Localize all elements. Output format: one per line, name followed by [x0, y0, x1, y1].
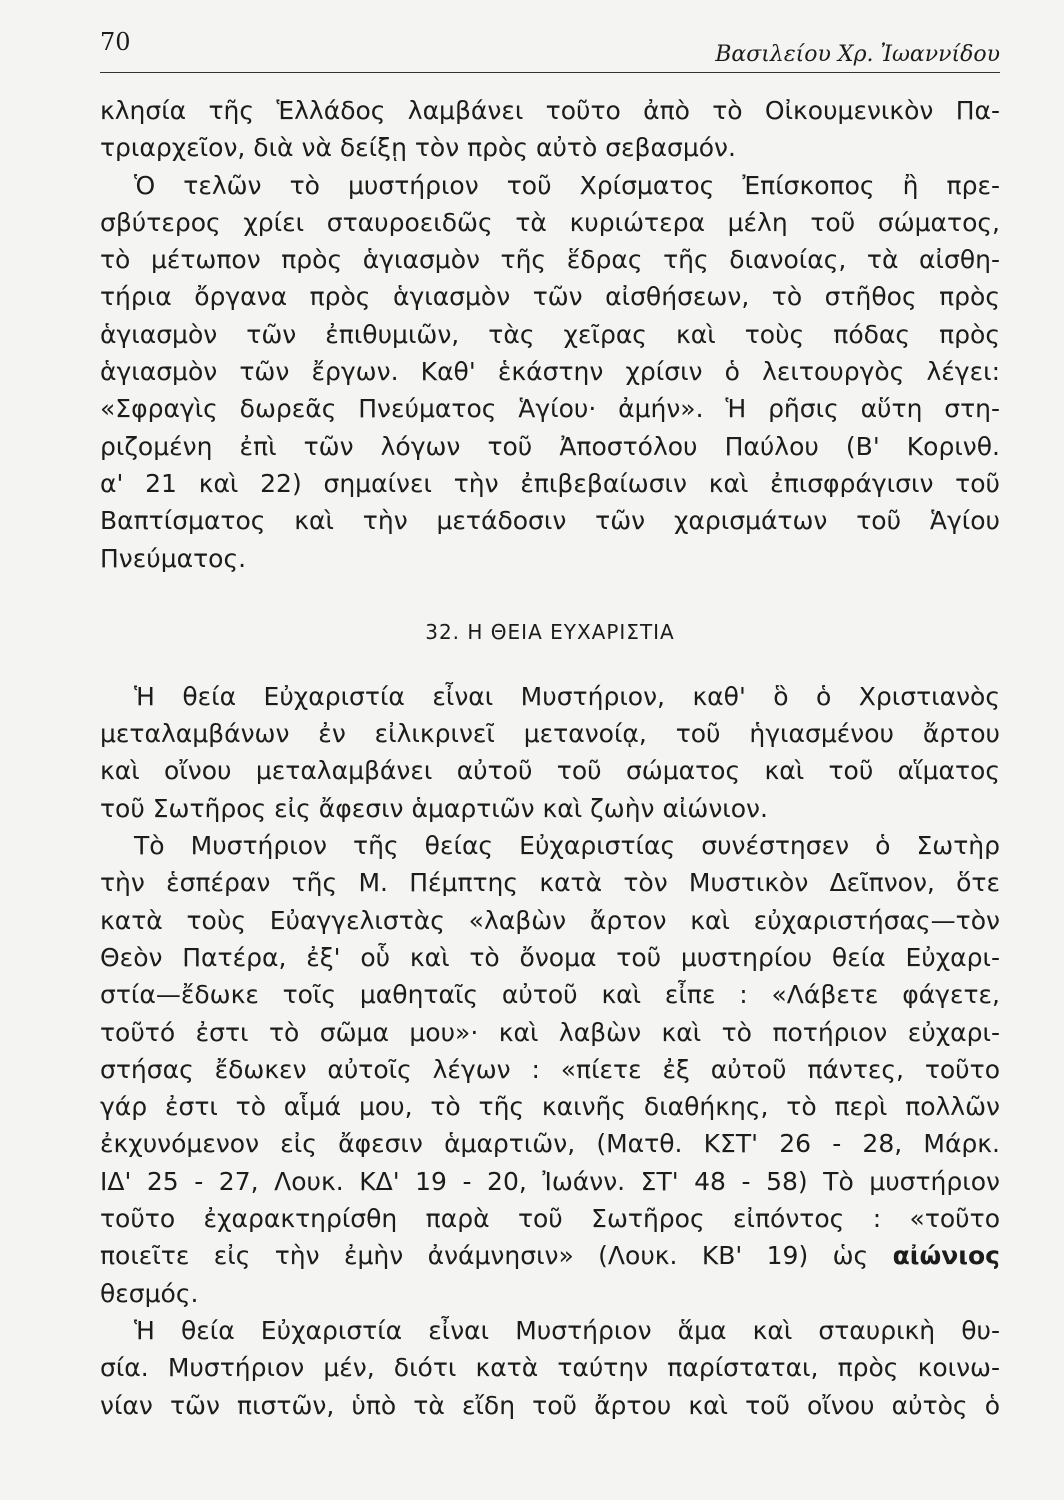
- page-header: [100, 28, 1000, 73]
- text-line: μεταλαμβάνων ἐν εἰλικρινεῖ μετανοίᾳ, τοῦ ἡγιασμένου ἄρτου: [100, 719, 1000, 749]
- text-line: τοῦτο ἐχαρακτηρίσθη παρὰ τοῦ Σωτῆρος εἰπόντος : «τοῦτο: [100, 1204, 1000, 1234]
- text-line: καὶ οἴνου μεταλαμβάνει αὐτοῦ τοῦ σώματος καὶ τοῦ αἵματος: [100, 756, 1000, 786]
- emphasized-word: αἰώνιος: [892, 1241, 1000, 1271]
- text-line: ἐκχυνόμενον εἰς ἄφεσιν ἁμαρτιῶν, (Ματθ. ΚΣΤ' 26 - 28, Μάρκ.: [100, 1129, 1000, 1159]
- text-line: τοῦτό ἐστι τὸ σῶμα μου»· καὶ λαβὼν καὶ τὸ ποτήριον εὐχαρι-: [100, 1017, 1000, 1047]
- text-line: α' 21 καὶ 22) σημαίνει τὴν ἐπιβεβαίωσιν καὶ ἐπισφράγισιν τοῦ: [100, 468, 1000, 498]
- page-number: 70: [100, 28, 131, 56]
- body-text: [100, 92, 1000, 1424]
- paragraph-3: [100, 678, 1000, 827]
- running-head: Βασιλείου Χρ. Ἰωαννίδου: [715, 42, 1000, 67]
- text-line: τριαρχεῖον, διὰ νὰ δείξῃ τὸν πρὸς αὐτὸ σεβασμόν.: [100, 133, 736, 163]
- text-line: τὴν ἑσπέραν τῆς Μ. Πέμπτης κατὰ τὸν Μυστικὸν Δεῖπνον, ὅτε: [100, 868, 1000, 898]
- section-heading: 32. Η ΘΕΙΑ ΕΥΧΑΡΙΣΤΙΑ: [425, 619, 675, 644]
- text-line: Πνεύματος.: [100, 543, 247, 573]
- text-line: στήσας ἔδωκεν αὐτοῖς λέγων : «πίετε ἐξ αὐτοῦ πάντες, τοῦτο: [100, 1054, 1000, 1084]
- text-line: Βαπτίσματος καὶ τὴν μετάδοσιν τῶν χαρισμάτων τοῦ Ἁγίου: [100, 506, 1000, 536]
- text-line: τὸ μέτωπον πρὸς ἁγιασμὸν τῆς ἕδρας τῆς διανοίας, τὰ αἰσθη-: [100, 245, 1000, 275]
- paragraph-5: [100, 1312, 1000, 1424]
- paragraph-4: [100, 827, 1000, 1312]
- text-line: ριζομένη ἐπὶ τῶν λόγων τοῦ Ἀποστόλου Παύλου (Β' Κορινθ.: [100, 431, 1000, 461]
- text-line: γάρ ἐστι τὸ αἷμά μου, τὸ τῆς καινῆς διαθήκης, τὸ περὶ πολλῶν: [100, 1092, 1000, 1122]
- text-line: ΙΔ' 25 - 27, Λουκ. ΚΔ' 19 - 20, Ἰωάνν. ΣΤ' 48 - 58) Τὸ μυστήριον: [100, 1166, 1000, 1196]
- text-line: ἁγιασμὸν τῶν ἔργων. Καθ' ἑκάστην χρίσιν ὁ λειτουργὸς λέγει:: [100, 357, 1000, 387]
- text-span: ποιεῖτε εἰς τὴν ἐμὴν ἀνάμνησιν» (Λουκ. ΚΒ' 19) ὡς: [100, 1241, 869, 1271]
- text-line: σβύτερος χρίει σταυροειδῶς τὰ κυριώτερα μέλη τοῦ σώματος,: [100, 207, 1000, 237]
- text-line: ἁγιασμὸν τῶν ἐπιθυμιῶν, τὰς χεῖρας καὶ τοὺς πόδας πρὸς: [100, 319, 1000, 349]
- text-line: Τὸ Μυστήριον τῆς θείας Εὐχαριστίας συνέστησεν ὁ Σωτὴρ: [134, 831, 1000, 861]
- paragraph-1: [100, 92, 1000, 167]
- text-line: στία—ἔδωκε τοῖς μαθηταῖς αὐτοῦ καὶ εἶπε : «Λάβετε φάγετε,: [100, 980, 1000, 1010]
- text-line: τοῦ Σωτῆρος εἰς ἄφεσιν ἁμαρτιῶν καὶ ζωὴν αἰώνιον.: [100, 793, 768, 823]
- paragraph-2: [100, 167, 1000, 577]
- text-line: Ἡ θεία Εὐχαριστία εἶναι Μυστήριον ἅμα καὶ σταυρικὴ θυ-: [134, 1315, 1000, 1345]
- text-line: κατὰ τοὺς Εὐαγγελιστὰς «λαβὼν ἄρτον καὶ εὐχαριστήσας—τὸν: [100, 905, 1000, 935]
- text-line: «Σφραγὶς δωρεᾶς Πνεύματος Ἁγίου· ἀμήν». Ἡ ρῆσις αὕτη στη-: [100, 394, 1000, 424]
- text-line: θεσμός.: [100, 1278, 199, 1308]
- text-line: Ἡ θεία Εὐχαριστία εἶναι Μυστήριον, καθ' ὃ ὁ Χριστιανὸς: [134, 681, 1000, 711]
- text-line: Ὁ τελῶν τὸ μυστήριον τοῦ Χρίσματος Ἐπίσκοπος ἢ πρε-: [134, 170, 1000, 200]
- text-line: [100, 1237, 1000, 1274]
- text-line: σία. Μυστήριον μέν, διότι κατὰ ταύτην παρίσταται, πρὸς κοινω-: [100, 1353, 1000, 1383]
- text-line: Θεὸν Πατέρα, ἐξ' οὗ καὶ τὸ ὄνομα τοῦ μυστηρίου θεία Εὐχαρι-: [100, 942, 1000, 972]
- text-line: νίαν τῶν πιστῶν, ὑπὸ τὰ εἴδη τοῦ ἄρτου καὶ τοῦ οἴνου αὐτὸς ὁ: [100, 1390, 1000, 1420]
- text-line: κλησία τῆς Ἑλλάδος λαμβάνει τοῦτο ἀπὸ τὸ Οἰκουμενικὸν Πα-: [100, 96, 1000, 125]
- text-line: τήρια ὄργανα πρὸς ἁγιασμὸν τῶν αἰσθήσεων, τὸ στῆθος πρὸς: [100, 282, 1000, 312]
